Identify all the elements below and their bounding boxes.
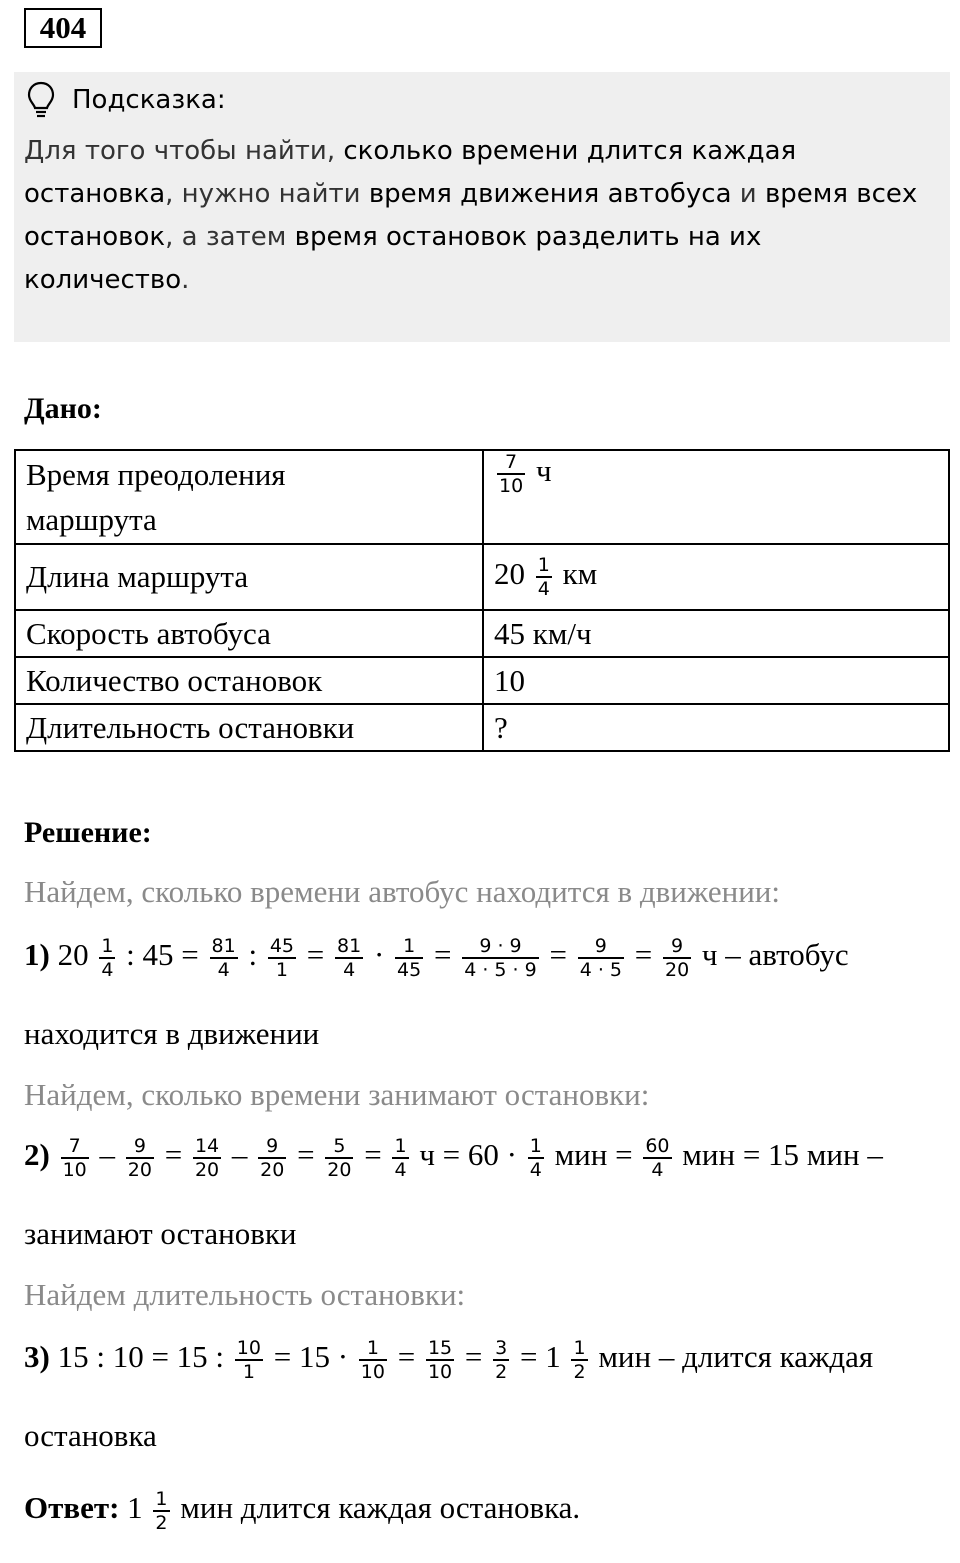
fraction [335, 935, 363, 981]
hint-run: Для того чтобы найти, [24, 136, 344, 166]
denominator: 4 [101, 959, 114, 981]
given-label: Длина маршрута [15, 544, 483, 610]
text-run: = 15 · [265, 1339, 356, 1375]
solution-step [24, 1016, 319, 1052]
numerator: 9 [258, 1135, 286, 1159]
fraction [536, 554, 552, 600]
hint-run: , а затем [165, 222, 295, 252]
numerator: 3 [495, 1337, 508, 1359]
solution-comment [24, 1077, 649, 1113]
denominator: 20 [664, 959, 690, 981]
denominator: 2 [573, 1361, 586, 1383]
text-run: = [389, 1339, 423, 1375]
fraction [153, 1488, 169, 1534]
fraction [392, 1135, 408, 1181]
text-run: = [627, 937, 660, 973]
text-run: = 1 [512, 1339, 569, 1375]
denominator: 1 [242, 1361, 255, 1383]
numerator: 60 [645, 1135, 670, 1157]
fraction [61, 1135, 89, 1181]
denominator: 10 [499, 475, 524, 497]
text-run: : 45 = [118, 937, 207, 973]
denominator: 4 [529, 1159, 542, 1181]
denominator: 4 · 5 · 9 [464, 959, 537, 981]
denominator: 20 [327, 1159, 352, 1181]
denominator: 20 [194, 1159, 220, 1181]
text-run: = [299, 937, 333, 973]
text-run: ч – автобус [694, 937, 849, 973]
text-run: = [426, 937, 460, 973]
fraction [571, 1337, 587, 1383]
text-run: = [356, 1137, 390, 1173]
text-run: · [366, 937, 393, 973]
denominator: 1 [275, 959, 288, 981]
solution-step [24, 1135, 883, 1181]
numerator: 1 [395, 935, 423, 959]
fraction [493, 1337, 509, 1383]
hint-run: , нужно найти [165, 179, 369, 209]
table-row [15, 450, 949, 544]
denominator: 4 · 5 [579, 959, 622, 981]
fraction [258, 1135, 286, 1181]
denominator: 4 [217, 959, 230, 981]
step-number: 2) [24, 1137, 50, 1173]
text-run: 20 [49, 937, 97, 973]
hint-emphasis: время остановок разделить на их количество [24, 222, 762, 295]
denominator: 4 [343, 959, 356, 981]
numerator: 9 [663, 935, 691, 959]
text-run: находится в движении [24, 1016, 320, 1051]
text-run: = [541, 937, 575, 973]
text-run: = [156, 1137, 190, 1173]
table-row [15, 657, 949, 704]
numerator: 9 [578, 935, 624, 959]
denominator: 10 [427, 1361, 453, 1383]
text-run: – [224, 1137, 256, 1173]
hint-text [24, 130, 929, 302]
given-heading: Дано: [24, 392, 102, 425]
fraction [395, 935, 423, 981]
solution-step [24, 1337, 873, 1383]
numerator: 1 [573, 1337, 586, 1359]
fraction [210, 935, 238, 981]
denominator: 20 [260, 1159, 285, 1181]
fraction [193, 1135, 221, 1181]
hint-title: Подсказка: [72, 85, 226, 115]
solution-step [24, 1418, 157, 1454]
step-number: 3) [24, 1339, 50, 1375]
denominator: 45 [397, 959, 422, 981]
given-value [483, 704, 949, 751]
given-value [483, 450, 949, 544]
fraction [663, 935, 691, 981]
text-run: мин – длится каждая [590, 1339, 874, 1375]
hint-run: . [181, 265, 190, 295]
fraction [578, 935, 624, 981]
fraction [497, 451, 525, 497]
table-row [15, 544, 949, 610]
denominator: 4 [651, 1159, 664, 1181]
numerator: 14 [194, 1135, 220, 1157]
solution-step [24, 1216, 297, 1252]
numerator: 81 [337, 935, 362, 957]
hint-emphasis: время всех остановок [24, 179, 918, 252]
hint-run: и [731, 179, 765, 209]
given-value [483, 610, 949, 657]
text-run: 10 [494, 662, 525, 698]
step-number: 1) [24, 937, 50, 973]
text-run: Найдем, сколько времени автобус находится в движении: [24, 874, 781, 909]
denominator: 4 [394, 1159, 407, 1181]
numerator: 1 [529, 1135, 542, 1157]
numerator: 7 [497, 451, 525, 475]
numerator: 5 [325, 1135, 353, 1159]
numerator: 81 [211, 935, 236, 957]
denominator: 20 [127, 1159, 152, 1181]
hint-emphasis: время движения автобуса [368, 179, 732, 209]
numerator: 1 [101, 935, 114, 957]
task-number: 404 [24, 8, 102, 48]
given-label: Длительность остановки [15, 704, 483, 751]
answer-line [24, 1488, 580, 1534]
numerator: 15 [427, 1337, 453, 1359]
hint-emphasis: сколько времени длится каждая остановка [24, 136, 797, 209]
text-run: Найдем, сколько времени занимают остановки: [24, 1077, 650, 1112]
numerator: 1 [359, 1337, 387, 1361]
numerator: 7 [61, 1135, 89, 1159]
fraction [99, 935, 115, 981]
answer-label: Ответ: [24, 1490, 120, 1526]
fraction [126, 1135, 154, 1181]
fraction [359, 1337, 387, 1383]
text-run: = [457, 1339, 491, 1375]
given-label: Время преодоления маршрута [15, 450, 483, 544]
table-row [15, 610, 949, 657]
text-run: ч = 60 · [411, 1137, 525, 1173]
given-value [483, 544, 949, 610]
denominator: 10 [62, 1159, 87, 1181]
numerator: 45 [269, 935, 295, 957]
fraction [528, 1135, 544, 1181]
given-label: Скорость автобуса [15, 610, 483, 657]
fraction [426, 1337, 454, 1383]
denominator: 2 [495, 1361, 508, 1383]
given-value [483, 657, 949, 704]
numerator: 9 · 9 [462, 935, 539, 959]
solution-heading: Решение: [24, 816, 152, 849]
text-run: км [554, 556, 598, 592]
fraction [325, 1135, 353, 1181]
text-run: 45 км/ч [494, 615, 592, 651]
given-table [14, 449, 950, 752]
fraction [462, 935, 539, 981]
text-run: ? [494, 709, 508, 745]
fraction [268, 935, 296, 981]
solution-step [24, 935, 849, 981]
numerator: 1 [394, 1135, 407, 1157]
fraction [643, 1135, 671, 1181]
text-run: : [240, 937, 265, 973]
denominator: 4 [537, 578, 550, 600]
text-run [50, 1137, 58, 1172]
text-run: мин = 15 мин – [674, 1137, 883, 1173]
text-run: Найдем длительность остановки: [24, 1277, 466, 1312]
numerator: 1 [155, 1488, 168, 1510]
numerator: 9 [126, 1135, 154, 1159]
text-run: остановка [24, 1418, 157, 1453]
text-run: 1 [119, 1490, 151, 1526]
denominator: 10 [360, 1361, 385, 1383]
lightbulb-icon [26, 80, 56, 120]
table-row [15, 704, 949, 751]
text-run: мин = [546, 1137, 641, 1173]
denominator: 2 [155, 1512, 168, 1534]
text-run: = [289, 1137, 323, 1173]
text-run: – [91, 1137, 123, 1173]
solution-comment [24, 1277, 465, 1313]
text-run: мин длится каждая остановка. [172, 1490, 581, 1526]
text-run: 15 : 10 = 15 : [49, 1339, 232, 1375]
numerator: 10 [236, 1337, 261, 1359]
fraction [235, 1337, 263, 1383]
text-run: ч [528, 453, 552, 489]
text-run: занимают остановки [24, 1216, 297, 1251]
numerator: 1 [537, 554, 550, 576]
given-label: Количество остановок [15, 657, 483, 704]
text-run: 20 [494, 556, 533, 592]
solution-comment [24, 874, 780, 910]
